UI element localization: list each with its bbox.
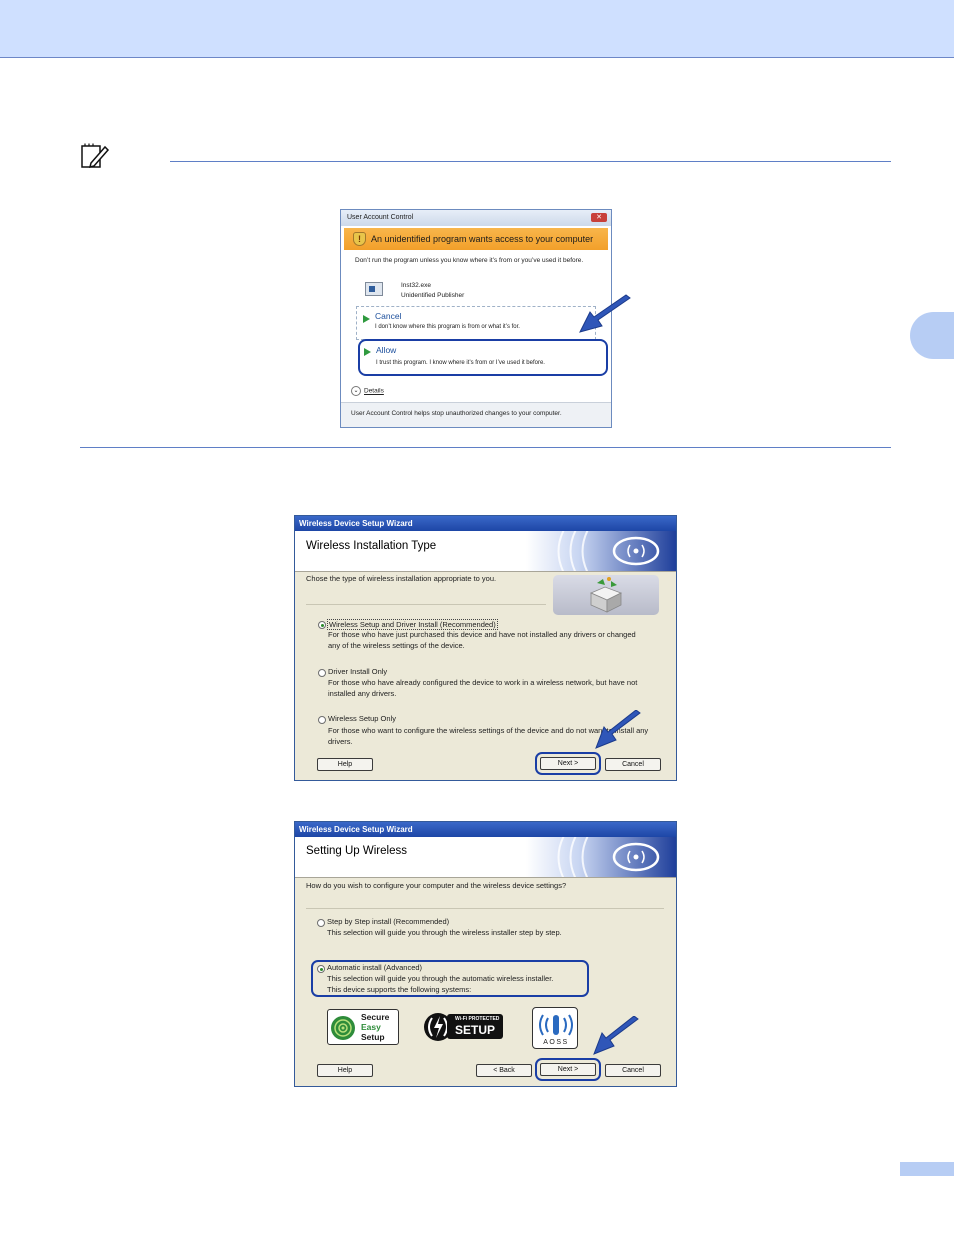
uac-message: Don’t run the program unless you know where it’s from or you’ve used it before.	[355, 257, 584, 264]
note-bottom-rule	[80, 447, 891, 448]
uac-warning-banner	[344, 228, 608, 250]
chapter-tab	[910, 312, 954, 359]
uac-details-toggle[interactable]	[351, 386, 384, 396]
note-top-rule	[170, 161, 891, 162]
radio-driver-install-only[interactable]	[318, 669, 326, 677]
wps-main-text: SETUP	[455, 1023, 496, 1037]
uac-program-name: Inst32.exe	[401, 282, 431, 289]
uac-footer: User Account Control helps stop unauthorized changes to your computer.	[341, 403, 611, 427]
wizard-titlebar: Wireless Device Setup Wizard	[295, 516, 676, 531]
option-label[interactable]: Step by Step install (Recommended)	[327, 917, 450, 926]
radio-automatic-install[interactable]	[317, 965, 325, 973]
option-label[interactable]: Wireless Setup and Driver Install (Recommended)	[329, 620, 496, 629]
next-button[interactable]: Next >	[540, 1063, 596, 1076]
page-header-band	[0, 0, 954, 58]
printer-box-image	[553, 575, 659, 615]
secure-easy-setup-logo	[327, 1009, 399, 1045]
aoss-logo	[532, 1007, 578, 1049]
wps-top-text: Wi-Fi PROTECTED	[455, 1016, 500, 1022]
page-number-band	[900, 1162, 954, 1176]
wizard-header-title: Setting Up Wireless	[306, 845, 407, 857]
uac-cancel-option[interactable]	[356, 306, 596, 340]
uac-dialog	[340, 209, 612, 428]
uac-cancel-desc: I don’t know where this program is from or what it’s for.	[375, 324, 520, 330]
wizard-titlebar: Wireless Device Setup Wizard	[295, 822, 676, 837]
pointer-arrow-icon	[578, 294, 634, 336]
ses-line2: Easy	[361, 1022, 381, 1032]
help-button[interactable]: Help	[317, 1064, 373, 1077]
help-button[interactable]: Help	[317, 758, 373, 771]
option-desc: For those who have already configured the device to work in a wireless network, but have not installed any drivers.	[328, 678, 638, 698]
green-arrow-icon	[364, 348, 371, 356]
uac-title-text: User Account Control	[347, 214, 414, 221]
note-pencil-icon	[80, 143, 110, 169]
radio-wireless-setup-only[interactable]	[318, 716, 326, 724]
cancel-button[interactable]: Cancel	[605, 1064, 661, 1077]
wizard-header-title: Wireless Installation Type	[306, 540, 437, 552]
uac-details-label: Details	[364, 387, 384, 395]
wizard-prompt: How do you wish to configure your computer and the wireless device settings?	[306, 881, 567, 890]
program-icon	[365, 282, 383, 296]
option-desc: This selection will guide you through the automatic wireless installer. This device supports the following systems:	[327, 974, 554, 994]
uac-publisher: Unidentified Publisher	[401, 292, 465, 299]
aoss-text: AOSS	[543, 1039, 569, 1046]
uac-allow-label: Allow	[376, 345, 397, 355]
radio-step-by-step[interactable]	[317, 919, 325, 927]
next-button[interactable]: Next >	[540, 757, 596, 770]
option-label[interactable]: Driver Install Only	[328, 667, 388, 676]
pointer-arrow-icon	[594, 710, 644, 752]
ses-line1: Secure	[361, 1012, 390, 1022]
option-desc: This selection will guide you through the wireless installer step by step.	[327, 928, 562, 937]
uac-allow-desc: I trust this program. I know where it’s from or I’ve used it before.	[376, 360, 545, 366]
uac-cancel-label: Cancel	[375, 311, 402, 321]
wizard-header	[295, 837, 676, 878]
chevron-down-icon: ⌄	[351, 386, 361, 396]
radio-wireless-setup-driver[interactable]	[318, 621, 326, 629]
warning-shield-icon: !	[353, 232, 366, 246]
option-label[interactable]: Automatic install (Advanced)	[327, 963, 423, 972]
cancel-button[interactable]: Cancel	[605, 758, 661, 771]
wizard-prompt: Chose the type of wireless installation appropriate to you.	[306, 574, 497, 583]
wizard-divider	[306, 908, 664, 909]
uac-allow-option[interactable]	[358, 339, 608, 376]
printer-setup-icon	[553, 575, 659, 615]
option-label[interactable]: Wireless Setup Only	[328, 714, 396, 723]
option-desc: For those who have just purchased this device and have not installed any drivers or changed any of the wireless settings of the device.	[328, 630, 636, 650]
option-desc: For those who want to configure the wireless settings of the device and do not want to install any drivers.	[328, 726, 649, 746]
pointer-arrow-icon	[592, 1016, 642, 1058]
wifi-protected-setup-logo	[423, 1009, 505, 1045]
aoss-logo-icon	[533, 1010, 579, 1040]
wizard-header	[295, 531, 676, 572]
close-icon[interactable]: ✕	[591, 213, 607, 222]
ses-line3: Setup	[361, 1032, 385, 1042]
wireless-banner-icon	[526, 531, 676, 572]
uac-warning-text: An unidentified program wants access to your computer	[371, 234, 594, 244]
green-arrow-icon	[363, 315, 370, 323]
uac-titlebar	[341, 210, 611, 226]
back-button[interactable]: < Back	[476, 1064, 532, 1077]
wireless-banner-icon	[526, 837, 676, 878]
wizard-divider	[306, 604, 546, 605]
